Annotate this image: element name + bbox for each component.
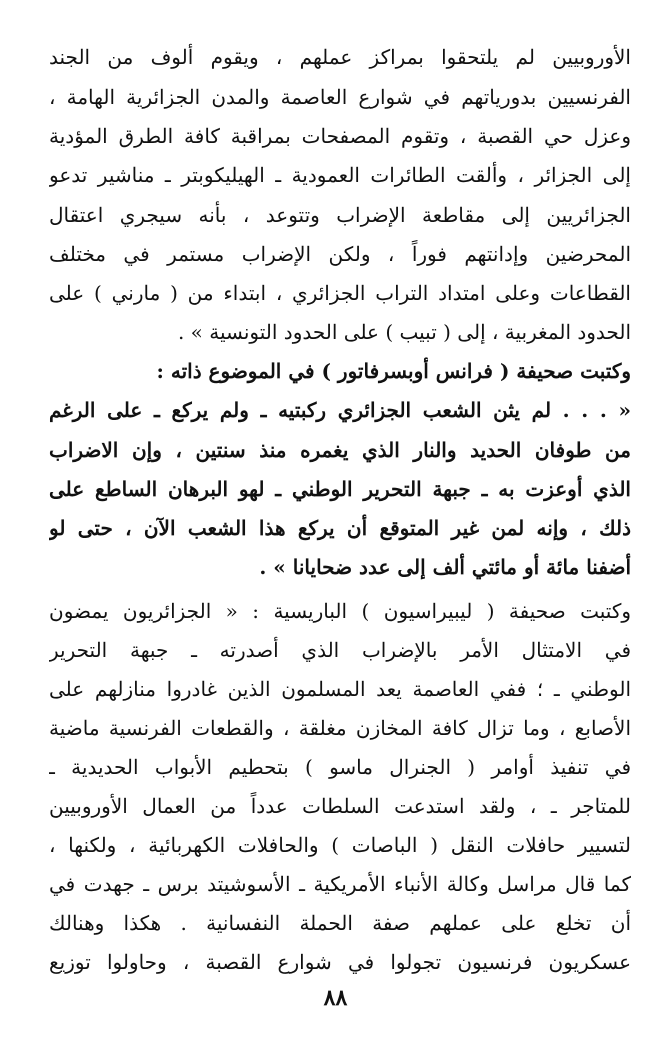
text-line: الجزائريين إلى مقاطعة الإضراب وتتوعد ، بأنه سيجري اعتقال (49, 203, 631, 227)
text-line: إلى الجزائر ، وألقت الطائرات العمودية ـ الهيليكوبتر ـ مناشير تدعو (49, 163, 631, 187)
text-line: الوطني ـ ؛ ففي العاصمة يعد المسلمون الذين غادروا منازلهم على (49, 677, 631, 701)
text-line: أضفنا مائة أو مائتي ألف إلى عدد ضحايانا » . (259, 555, 631, 579)
text-line: من طوفان الحديد والنار الذي يغمره منذ سنتين ، وإن الاضراب (49, 438, 631, 462)
text-line: الفرنسيين بدورياتهم في شوارع العاصمة والمدن الجزائرية الهامة ، (49, 85, 631, 109)
text-line: وعزل حي القصبة ، وتقوم المصفحات بمراقبة كافة الطرق المؤدية (49, 124, 631, 148)
text-line: القطاعات وعلى امتداد التراب الجزائري ، ابتداء من ( مارني ) على (49, 281, 631, 305)
text-line: الحدود المغربية ، إلى ( تبيب ) على الحدود التونسية » . (177, 320, 631, 344)
page-number: ٨٨ (323, 985, 348, 1011)
text-line: عسكريون فرنسيون تجولوا في شوارع القصبة ، وحاولوا توزيع (49, 950, 631, 974)
text-line: أن تخلع على عملهم صفة الحملة النفسانية . هكذا وهنالك (49, 911, 631, 935)
text-line: وكتبت صحيفة ( ليبيراسيون ) الباريسية : « الجزائريون يمضون (49, 599, 631, 623)
text-line: « . . . لم يثن الشعب الجزائري ركبتيه ـ ولم يركع ـ على الرغم (49, 398, 631, 422)
text-line: الأصابع ، وما تزال كافة المخازن مغلقة ، والقطعات الفرنسية ماضية (49, 716, 631, 740)
text-line: كما قال مراسل وكالة الأنباء الأمريكية ـ الأسوشيتد برس ـ جهدت في (49, 872, 631, 896)
text-line: لتسيير حافلات النقل ( الباصات ) والحافلات الكهربائية ، ولكنها ، (49, 833, 631, 857)
text-line: وكتبت صحيفة ( فرانس أوبسرفاتور ) في الموضوع ذاته : (156, 359, 631, 383)
text-line: في تنفيذ أوامر ( الجنرال ماسو ) بتحطيم الأبواب الحديدية ـ (49, 755, 631, 779)
text-line: للمتاجر ـ ، ولقد استدعت السلطات عدداً من العمال الأوروبيين (49, 794, 631, 818)
text-line: المحرضين وإدانتهم فوراً ، ولكن الإضراب مستمر في مختلف (49, 242, 631, 266)
text-line: في الامتثال الأمر بالإضراب الذي أصدرته ـ جبهة التحرير (49, 638, 631, 662)
text-line: الذي أوعزت به ـ جبهة التحرير الوطني ـ لهو البرهان الساطع على (49, 477, 631, 501)
text-line: ذلك ، وإنه لمن غير المتوقع أن يركع هذا الشعب الآن ، حتى لو (49, 516, 631, 540)
text-line: الأوروبيين لم يلتحقوا بمراكز عملهم ، ويقوم ألوف من الجند (49, 45, 631, 69)
